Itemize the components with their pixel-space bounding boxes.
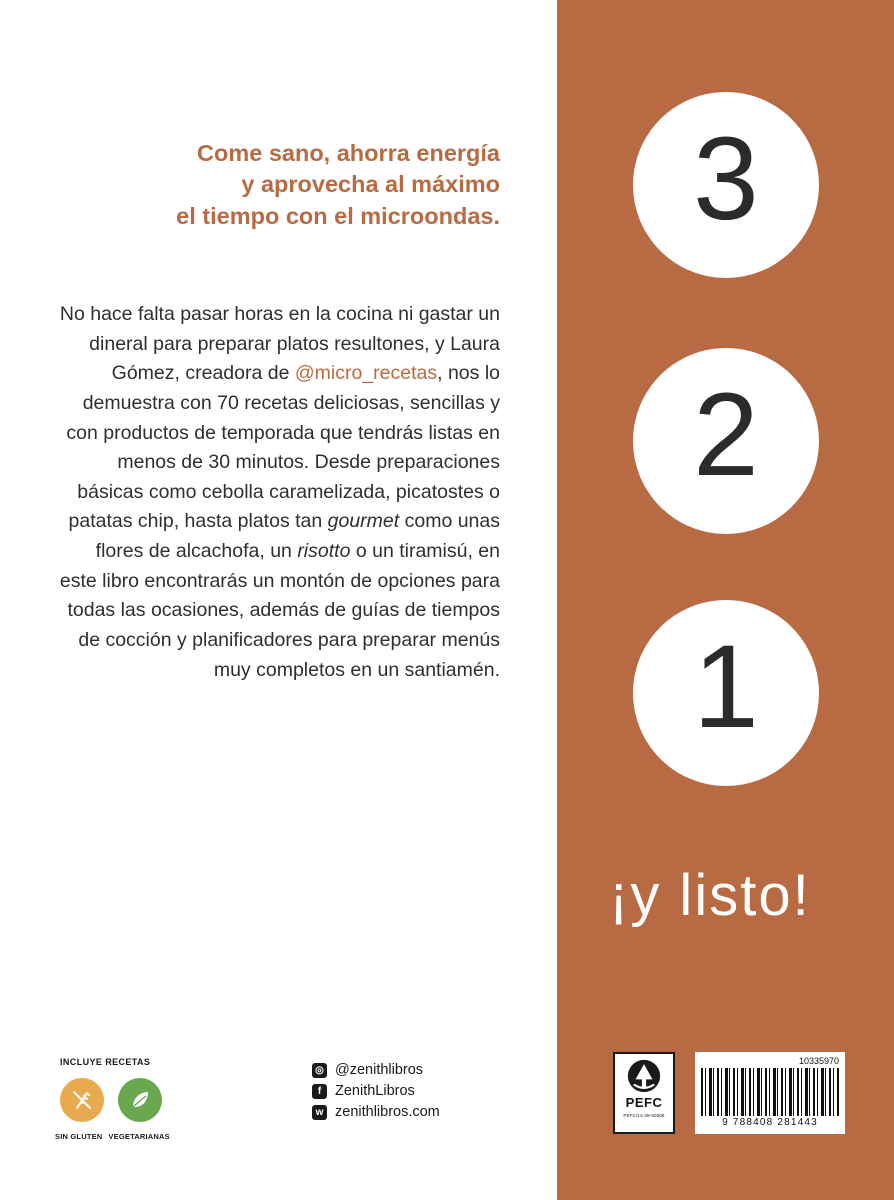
- social-handle-website: zenithlibros.com: [335, 1104, 440, 1120]
- social-row-instagram[interactable]: [312, 1062, 440, 1078]
- diet-badges: [60, 1078, 162, 1122]
- barcode-isbn-digits: 9 788408 281443: [722, 1117, 818, 1128]
- pefc-tree-icon: [627, 1059, 661, 1093]
- barcode-top-number: 10335970: [798, 1056, 839, 1066]
- social-row-website[interactable]: [312, 1104, 440, 1120]
- blurb-paragraph: [58, 300, 500, 685]
- blurb-part-3: como unas flores de alcachofa, un: [95, 510, 500, 562]
- blurb-italic-risotto: risotto: [297, 540, 351, 562]
- social-handle-facebook: ZenithLibros: [335, 1083, 415, 1099]
- social-handle-instagram: @zenithlibros: [335, 1062, 424, 1078]
- social-links: [312, 1062, 440, 1125]
- blurb-italic-gourmet: gourmet: [327, 510, 400, 533]
- headline-line-3: el tiempo con el microondas.: [176, 202, 500, 229]
- barcode: [695, 1052, 845, 1134]
- headline-line-2: y aprovecha al máximo: [241, 171, 500, 198]
- instagram-icon: ◎: [312, 1063, 327, 1078]
- pefc-code: PEFC/14-38-00306: [623, 1113, 665, 1118]
- page-title: [110, 138, 500, 232]
- countdown-circle-3: [633, 92, 819, 278]
- countdown-number-3: 3: [693, 113, 759, 245]
- countdown-circle-1: [633, 600, 819, 786]
- badge-vegetarianas: [118, 1078, 162, 1122]
- badge-caption-vegetarianas: VEGETARIANAS: [108, 1132, 170, 1141]
- web-icon: w: [312, 1105, 327, 1120]
- blurb-part-2: , nos lo demuestra con 70 recetas deliciosas, sencillas y con productos de temporada que tendrás listas en menos de 30 minutos. Desde preparaciones básicas como cebolla caramelizada, picatostes o patatas chip, hasta platos tan: [66, 362, 500, 533]
- instagram-handle-link[interactable]: @micro_recetas: [294, 362, 438, 385]
- badge-caption-sin-gluten: SIN GLUTEN: [55, 1132, 103, 1141]
- blurb-part-4: o un tiramisú, en este libro encontrarás un montón de opciones para todas las ocasiones, además de guías de tiempos de cocción y planificadores para preparar menús muy completos en un santiamén.: [59, 540, 500, 681]
- includes-recipes-label: INCLUYE RECETAS: [60, 1057, 151, 1067]
- tagline: ¡y listo!: [609, 863, 811, 928]
- pefc-certification-mark: [613, 1052, 675, 1134]
- diet-badge-captions: [55, 1128, 185, 1141]
- countdown-panel: [553, 0, 894, 1200]
- blurb-part-1: No hace falta pasar horas en la cocina ni gastar un dineral para preparar platos resultones, y Laura Gómez, creadora de: [59, 303, 500, 385]
- badge-sin-gluten: [60, 1078, 104, 1122]
- social-row-facebook[interactable]: [312, 1083, 440, 1099]
- panel-divider: [553, 0, 557, 1200]
- facebook-icon: f: [312, 1084, 327, 1099]
- barcode-bars: [701, 1068, 839, 1116]
- countdown-number-1: 1: [693, 621, 759, 753]
- wheat-crossed-icon: [60, 1078, 104, 1122]
- leaf-icon: [118, 1078, 162, 1122]
- pefc-label: PEFC: [625, 1095, 663, 1110]
- countdown-circle-2: [633, 348, 819, 534]
- countdown-number-2: 2: [693, 369, 759, 501]
- headline-line-1: Come sano, ahorra energía: [197, 140, 500, 166]
